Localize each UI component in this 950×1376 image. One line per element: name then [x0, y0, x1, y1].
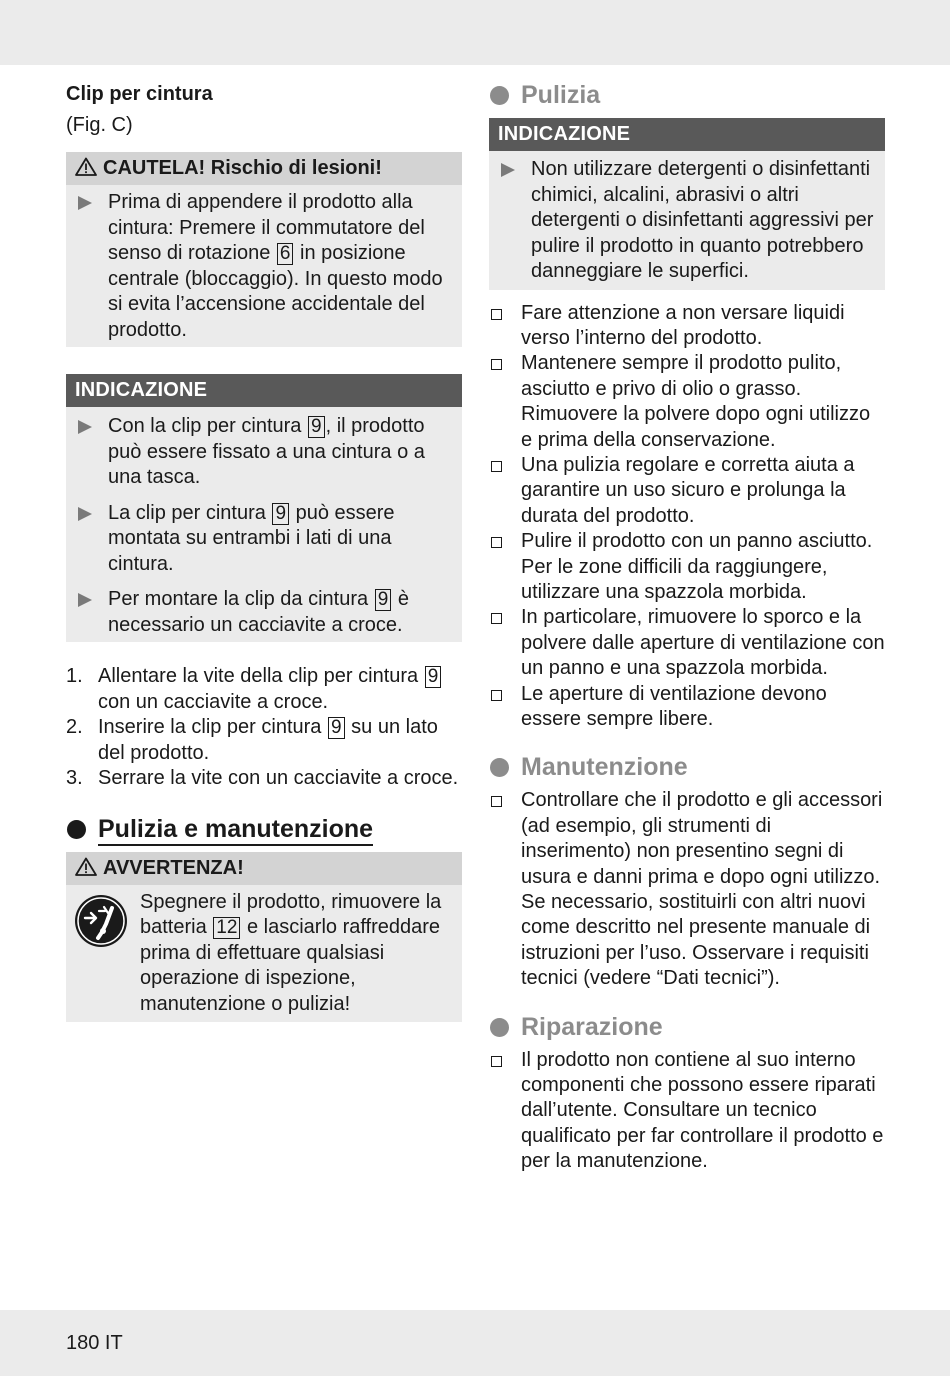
note-header: INDICAZIONE [66, 374, 462, 407]
page-number: 180 IT [66, 1332, 123, 1354]
arrow-bullet-icon [78, 593, 92, 607]
square-bullet-icon [491, 690, 502, 701]
section-bullet-icon [490, 758, 509, 777]
part-reference: 9 [375, 589, 392, 611]
list-item: Controllare che il prodotto e gli accessori (ad esempio, gli strumenti di inserimento) non presentino segni di usura e danni prima e dopo ogni utilizzo. Se necessario, sostituirli con altri nuovi come descritto nel presente manuale di istruzioni per l’uso. Osservare i requisiti tecnici (vedere “Dati tecnici”). [489, 788, 885, 991]
note-box [66, 374, 462, 642]
section-title-maintenance: Manutenzione [489, 752, 885, 782]
warning-header [66, 852, 462, 885]
caution-item: Prima di appendere il prodotto alla cintura: Premere il commutatore del senso di rotazione 6 in posizione centrale (bloccaggio). In questo modo si evita l’accensione accidentale del prodotto. [76, 190, 452, 343]
cleaning-note-item: Non utilizzare detergenti o disinfettanti chimici, alcalini, abrasivi o altri detergenti o disinfettanti aggressivi per pulire il prodotto in quanto potrebbero danneggiare le superfici. [499, 157, 875, 285]
note-item: Con la clip per cintura 9 , il prodotto può essere fissato a una cintura o a una tasca. [76, 414, 452, 491]
caution-header [66, 152, 462, 185]
step-item: 3. Serrare la vite con un cacciavite a croce. [66, 767, 459, 789]
caution-title: CAUTELA! Rischio di lesioni! [103, 157, 382, 179]
section-bullet-icon [490, 1018, 509, 1037]
part-reference: 9 [308, 416, 325, 438]
section-title-repair: Riparazione [489, 1012, 885, 1042]
list-item: Una pulizia regolare e corretta aiuta a garantire un uso sicuro e prolunga la durata del prodotto. [489, 453, 885, 529]
part-reference: 9 [272, 503, 289, 525]
part-reference: 9 [425, 666, 442, 688]
warning-triangle-icon [75, 157, 97, 176]
warning-box [66, 852, 462, 1023]
right-column [489, 80, 885, 1175]
arrow-bullet-icon [78, 507, 92, 521]
square-bullet-icon [491, 537, 502, 548]
square-bullet-icon [491, 461, 502, 472]
part-reference: 6 [277, 243, 294, 265]
cleaning-list [489, 301, 885, 733]
list-item: Il prodotto non contiene al suo interno componenti che possono essere riparati dall’utente. Consultare un tecnico qualificato per far controllare il prodotto e per la manutenzione. [489, 1048, 885, 1175]
list-item: Mantenere sempre il prodotto pulito, asciutto e privo di olio o grasso. Rimuovere la polvere dopo ogni utilizzo e prima della conservazione. [489, 351, 885, 453]
section-bullet-icon [490, 86, 509, 105]
square-bullet-icon [491, 613, 502, 624]
note-item: Per montare la clip da cintura 9 è necessario un cacciavite a croce. [76, 587, 452, 638]
repair-list [489, 1048, 885, 1175]
part-reference: 12 [213, 917, 240, 939]
maintenance-list [489, 788, 885, 991]
arrow-bullet-icon [501, 163, 515, 177]
arrow-bullet-icon [78, 420, 92, 434]
section-title-cleaning-maintenance: Pulizia e manutenzione [66, 814, 462, 844]
arrow-bullet-icon [78, 196, 92, 210]
assembly-steps [66, 664, 462, 792]
list-item: Le aperture di ventilazione devono essere sempre libere. [489, 682, 885, 733]
square-bullet-icon [491, 309, 502, 320]
warning-triangle-icon [75, 857, 97, 876]
list-item: Fare attenzione a non versare liquidi verso l’interno del prodotto. [489, 301, 885, 352]
list-item: Pulire il prodotto con un panno asciutto. Per le zone difficili da raggiungere, utilizzare una spazzola morbida. [489, 529, 885, 605]
left-column [66, 80, 462, 1022]
warning-title: AVVERTENZA! [103, 856, 244, 879]
step-item: 2. Inserire la clip per cintura 9 su un lato del prodotto. [66, 716, 438, 764]
cleaning-note-box [489, 118, 885, 290]
note-item: La clip per cintura 9 può essere montata su entrambi i lati di una cintura. [76, 501, 452, 578]
step-item: 1. Allentare la vite della clip per cintura 9 con un cacciavite a croce. [66, 664, 462, 715]
unplug-before-maintenance-icon [74, 894, 128, 948]
section-bullet-icon [67, 820, 86, 839]
footer-band [0, 1310, 950, 1376]
section-title-cleaning: Pulizia [489, 80, 885, 110]
square-bullet-icon [491, 359, 502, 370]
cleaning-note-header: INDICAZIONE [489, 118, 885, 151]
header-band [0, 0, 950, 65]
subtitle-belt-clip: Clip per cintura [66, 83, 213, 105]
part-reference: 9 [328, 717, 345, 739]
figure-reference: (Fig. C) [66, 114, 133, 136]
list-item: In particolare, rimuovere lo sporco e la polvere dalle aperture di ventilazione con un panno e una spazzola morbida. [489, 605, 885, 681]
warning-text: Spegnere il prodotto, rimuovere la batteria 12 e lasciarlo raffreddare prima di effettuare qualsiasi operazione di ispezione, manutenzione o pulizia! [66, 885, 462, 1023]
caution-box [66, 152, 462, 347]
square-bullet-icon [491, 796, 502, 807]
square-bullet-icon [491, 1056, 502, 1067]
